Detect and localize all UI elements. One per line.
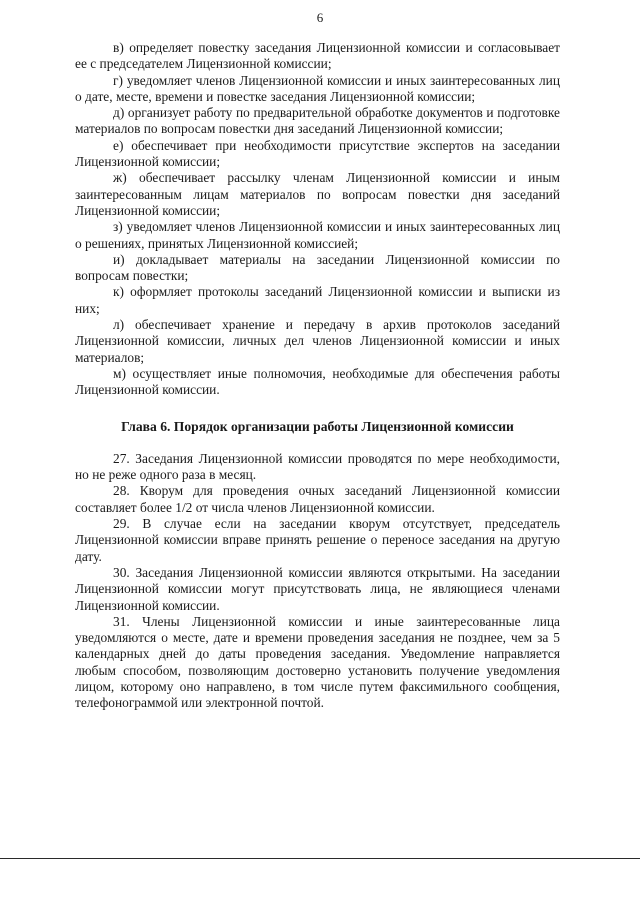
paragraph-28: 28. Кворум для проведения очных заседаний Лицензионной комиссии составляет более 1/2 от числа членов Лицензионной комиссии. — [75, 483, 560, 515]
duty-item-i: и) докладывает материалы на заседании Лицензионной комиссии по вопросам повестки; — [75, 251, 560, 284]
duty-item-e: е) обеспечивает при необходимости присутствие экспертов на заседании Лицензионной комиссии; — [75, 137, 560, 170]
document-body — [75, 40, 560, 712]
paragraph-27: 27. Заседания Лицензионной комиссии проводятся по мере необходимости, но не реже одного раза в месяц. — [75, 450, 560, 483]
duty-item-m: м) осуществляет иные полномочия, необходимые для обеспечения работы Лицензионной комиссии. — [75, 365, 560, 398]
duty-item-zh: ж) обеспечивает рассылку членам Лицензионной комиссии и иным заинтересованным лицам материалов по вопросам повестки дня заседаний Лицензионной комиссии; — [75, 170, 560, 218]
duty-item-l: л) обеспечивает хранение и передачу в архив протоколов заседаний Лицензионной комиссии, личных дел членов Лицензионной комиссии и иных материалов; — [75, 317, 560, 365]
duty-item-d: д) организует работу по предварительной обработке документов и подготовке материалов по вопросам повестки дня заседаний Лицензионной комиссии; — [75, 105, 560, 137]
paragraph-29: 29. В случае если на заседании кворум отсутствует, председатель Лицензионной комиссии вправе принять решение о переносе заседания на другую дату. — [75, 516, 560, 564]
duty-item-z: з) уведомляет членов Лицензионной комиссии и иных заинтересованных лиц о решениях, принятых Лицензионной комиссией; — [75, 219, 560, 251]
page-bottom-rule — [0, 858, 640, 859]
chapter-heading: Глава 6. Порядок организации работы Лицензионной комиссии — [121, 418, 514, 434]
duty-item-g: г) уведомляет членов Лицензионной комиссии и иных заинтересованных лиц о дате, месте, времени и повестке заседания Лицензионной комиссии; — [75, 72, 560, 104]
paragraph-30: 30. Заседания Лицензионной комиссии являются открытыми. На заседании Лицензионной комиссии могут присутствовать лица, не являющиеся членами Лицензионной комиссии. — [75, 564, 560, 613]
page-number: 6 — [316, 10, 324, 25]
duty-item-k: к) оформляет протоколы заседаний Лицензионной комиссии и выписки из них; — [75, 284, 560, 316]
paragraph-31: 31. Члены Лицензионной комиссии и иные заинтересованные лица уведомляются о месте, дате и времени проведения заседания не позднее, чем за 5 календарных дней до даты проведения заседания. Уведомление направляется любым способом, позволяющим достоверно установить получение уведомления лицом, которому оно направлено, в том числе путем факсимильного сообщения, телефонограммой или электронной почтой. — [75, 613, 560, 711]
duty-item-v: в) определяет повестку заседания Лицензионной комиссии и согласовывает ее с председателем Лицензионной комиссии; — [75, 40, 560, 72]
